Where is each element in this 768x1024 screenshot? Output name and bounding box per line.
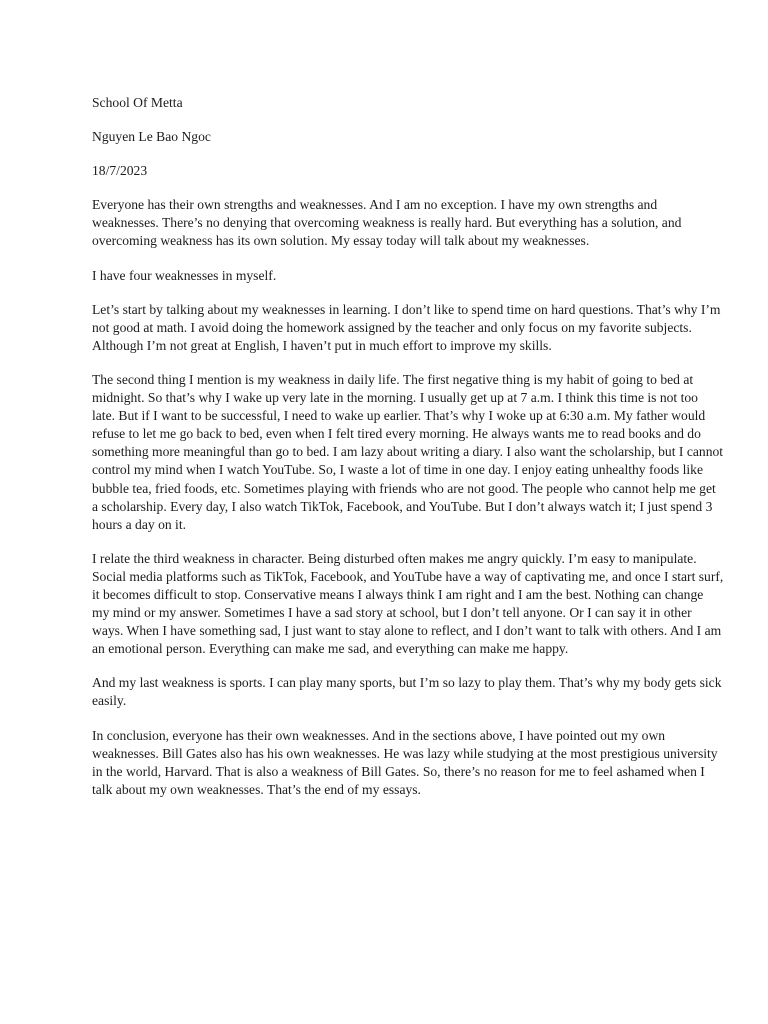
document-page <box>92 94 724 815</box>
paragraph-sports: And my last weakness is sports. I can play many sports, but I’m so lazy to play them. That’s why my body gets sick easily. <box>92 675 722 709</box>
paragraph-thesis: I have four weaknesses in myself. <box>92 267 277 283</box>
paragraph-intro: Everyone has their own strengths and weaknesses. And I am no exception. I have my own strengths and weaknesses. There’s no denying that overcoming weakness is really hard. But everything has a solution, and overcoming weakness has its own solution. My essay today will talk about my weaknesses. <box>92 197 682 249</box>
paragraph-conclusion: In conclusion, everyone has their own weaknesses. And in the sections above, I have pointed out my own weaknesses. Bill Gates also has his own weaknesses. He was lazy while studying at the most prestigious university in the world, Harvard. That is also a weakness of Bill Gates. So, there’s no reason for me to feel ashamed when I talk about my own weaknesses. That’s the end of my essays. <box>92 727 718 797</box>
author-name: Nguyen Le Bao Ngoc <box>92 129 211 145</box>
paragraph-character: I relate the third weakness in character. Being disturbed often makes me angry quickly. I’m easy to manipulate. Social media platforms such as TikTok, Facebook, and YouTube have a way of captivating me, and once I start surf, it becomes difficult to stop. Conservative means I always think I am right and I am the best. Nothing can change my mind or my answer. Sometimes I have a sad story at school, but I don’t tell anyone. Or I can say it in other ways. When I have something sad, I just want to stay alone to reflect, and I don’t want to talk with others. And I am an emotional person. Everything can make me sad, and everything can make me happy. <box>92 550 724 657</box>
document-date: 18/7/2023 <box>92 163 148 179</box>
paragraph-daily-life: The second thing I mention is my weakness in daily life. The first negative thing is my habit of going to bed at midnight. So that’s why I wake up very late in the morning. I usually get up at 7 a.m. I think this time is not too late. But if I want to be successful, I need to wake up earlier. That’s why I woke up at 6:30 a.m. My father would refuse to let me go back to bed, even when I felt tired every morning. He always wants me to read books and do something more meaningful than go to bed. I am lazy about writing a diary. I also want the scholarship, but I cannot control my mind when I watch YouTube. So, I waste a lot of time in one day. I enjoy eating unhealthy foods like bubble tea, fried foods, etc. Sometimes playing with friends who are not good. The people who cannot help me get a scholarship. Every day, I also watch TikTok, Facebook, and YouTube. But I don’t always watch it; I just spend 3 hours a day on it. <box>92 371 724 532</box>
paragraph-learning: Let’s start by talking about my weaknesses in learning. I don’t like to spend time on hard questions. That’s why I’m not good at math. I avoid doing the homework assigned by the teacher and only focus on my favorite subjects. Although I’m not great at English, I haven’t put in much effort to improve my skills. <box>92 301 721 353</box>
school-name: School Of Metta <box>92 95 183 110</box>
